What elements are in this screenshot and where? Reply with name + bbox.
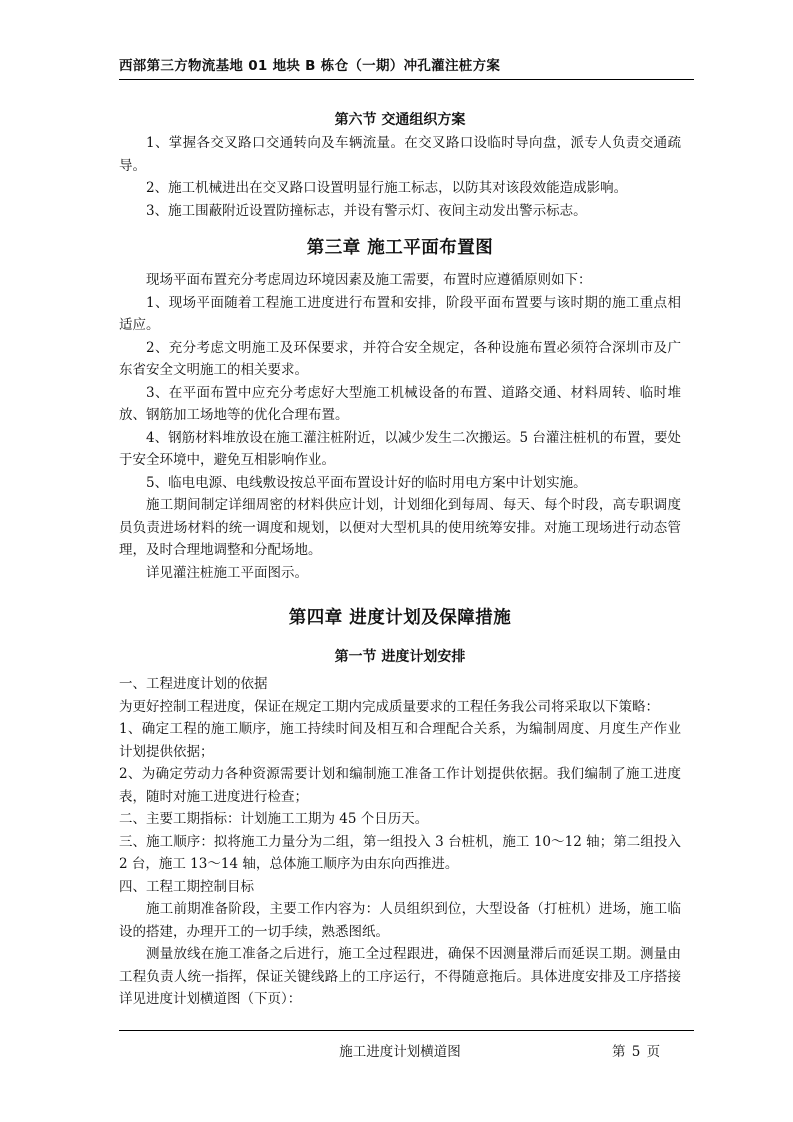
paragraph: 1、掌握各交叉路口交通转向及车辆流量。在交叉路口设临时导向盘，派专人负责交通疏导。 <box>119 135 681 174</box>
header-divider <box>119 79 694 80</box>
paragraph: 现场平面布置充分考虑周边环境因素及施工需要，布置时应遵循原则如下： <box>146 272 592 288</box>
paragraph: 测量放线在施工准备之后进行，施工全过程跟进，确保不因测量滞后而延误工期。测量由工程负责人统一指挥，保证关键线路上的工序运行，不得随意拖后。具体进度安排及工序搭接详见进度计划横道图（下页）： <box>119 946 681 1007</box>
paragraph: 2、充分考虑文明施工及环保要求，并符合安全规定，各种设施布置必须符合深圳市及广东省安全文明施工的相关要求。 <box>119 339 681 378</box>
chapter-title-layout: 第三章 施工平面布置图 <box>306 238 494 258</box>
paragraph: 施工期间制定详细周密的材料供应计划，计划细化到每周、每天、每个时段，高专职调度员负责进场材料的统一调度和规划，以便对大型机具的使用统筹安排。对施工现场进行动态管理，及时合理地调整和分配场地。 <box>119 497 681 558</box>
paragraph: 施工前期准备阶段，主要工作内容为：人员组织到位，大型设备（打桩机）进场，施工临设的搭建，办理开工的一切手续，熟悉图纸。 <box>119 901 681 940</box>
paragraph: 3、施工围蔽附近设置防撞标志，并设有警示灯、夜间主动发出警示标志。 <box>146 202 587 219</box>
paragraph: 4、钢筋材料堆放设在施工灌注桩附近，以减少发生二次搬运。5 台灌注桩机的布置，要处于安全环境中，避免互相影响作业。 <box>119 429 681 468</box>
paragraph: 详见灌注桩施工平面图示。 <box>146 564 308 581</box>
paragraph: 1、确定工程的施工顺序，施工持续时间及相互和合理配合关系，为编制周度、月度生产作业计划提供依据； <box>119 721 681 760</box>
figure-caption: 施工进度计划横道图 <box>339 1043 461 1060</box>
paragraph: 1、现场平面随着工程施工进度进行布置和安排，阶段平面布置要与该时期的施工重点相适应。 <box>119 294 681 333</box>
paragraph: 2、为确定劳动力各种资源需要计划和编制施工准备工作计划提供依据。我们编制了施工进度表，随时对施工进度进行检查； <box>119 766 681 805</box>
paragraph: 四、工程工期控制目标 <box>119 878 254 895</box>
page-content <box>119 108 681 1063</box>
paragraph: 二、主要工期指标：计划施工工期为 45 个日历天。 <box>119 811 429 827</box>
paragraph: 5、临电电源、电线敷设按总平面布置设计好的临时用电方案中计划实施。 <box>146 474 587 491</box>
section-title-schedule-plan: 第一节 进度计划安排 <box>334 649 466 665</box>
paragraph: 3、在平面布置中应充分考虑好大型施工机械设备的布置、道路交通、材料周转、临时堆放、钢筋加工场地等的优化合理布置。 <box>119 384 681 423</box>
footer-divider <box>119 1030 694 1031</box>
page-header-title: 西部第三方物流基地 01 地块 B 栋仓（一期）冲孔灌注桩方案 <box>119 58 501 74</box>
section-title-traffic: 第六节 交通组织方案 <box>334 112 466 128</box>
chapter-title-schedule: 第四章 进度计划及保障措施 <box>288 608 512 628</box>
paragraph: 三、施工顺序：拟将施工力量分为二组，第一组投入 3 台桩机，施工 10～12 轴；第二组投入 2 台，施工 13～14 轴，总体施工顺序为由东向西推进。 <box>119 833 681 872</box>
page-number: 第 5 页 <box>612 1044 662 1060</box>
paragraph: 为更好控制工程进度，保证在规定工期内完成质量要求的工程任务我公司将采取以下策略： <box>119 698 659 715</box>
paragraph: 2、施工机械进出在交叉路口设置明显行施工标志，以防其对该段效能造成影响。 <box>146 180 628 196</box>
paragraph: 一、工程进度计划的依据 <box>119 676 268 692</box>
